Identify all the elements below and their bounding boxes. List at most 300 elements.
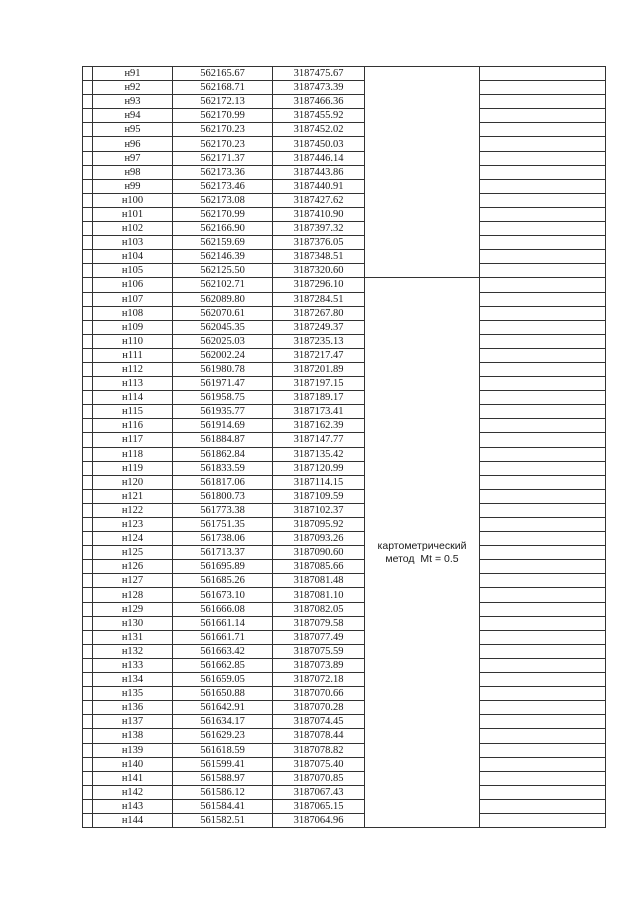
y-coordinate-cell: 3187473.39 [273, 81, 365, 95]
y-coordinate-cell: 3187082.05 [273, 602, 365, 616]
point-name-cell: н108 [93, 306, 173, 320]
row-margin-cell [83, 433, 93, 447]
table-row [83, 743, 606, 757]
point-name-cell: н114 [93, 391, 173, 405]
spacer-cell [480, 306, 606, 320]
method-cell-upper [365, 67, 480, 278]
table-row [83, 250, 606, 264]
x-coordinate-cell: 562125.50 [173, 264, 273, 278]
x-coordinate-cell: 562089.80 [173, 292, 273, 306]
y-coordinate-cell: 3187427.62 [273, 193, 365, 207]
table-row [83, 673, 606, 687]
table-row [83, 391, 606, 405]
spacer-cell [480, 489, 606, 503]
y-coordinate-cell: 3187147.77 [273, 433, 365, 447]
spacer-cell [480, 658, 606, 672]
table-row [83, 785, 606, 799]
spacer-cell [480, 236, 606, 250]
coordinates-table [82, 66, 606, 828]
point-name-cell: н122 [93, 503, 173, 517]
row-margin-cell [83, 207, 93, 221]
point-name-cell: н113 [93, 377, 173, 391]
spacer-cell [480, 95, 606, 109]
spacer-cell [480, 644, 606, 658]
point-name-cell: н106 [93, 278, 173, 292]
spacer-cell [480, 278, 606, 292]
x-coordinate-cell: 561659.05 [173, 673, 273, 687]
row-margin-cell [83, 320, 93, 334]
spacer-cell [480, 222, 606, 236]
x-coordinate-cell: 562170.23 [173, 123, 273, 137]
table-row [83, 715, 606, 729]
method-label-line2: метод Mt = 0.5 [385, 552, 459, 565]
row-margin-cell [83, 588, 93, 602]
row-margin-cell [83, 771, 93, 785]
spacer-cell [480, 419, 606, 433]
x-coordinate-cell: 561935.77 [173, 405, 273, 419]
spacer-cell [480, 109, 606, 123]
y-coordinate-cell: 3187320.60 [273, 264, 365, 278]
row-margin-cell [83, 602, 93, 616]
table-row [83, 109, 606, 123]
point-name-cell: н127 [93, 574, 173, 588]
table-row [83, 701, 606, 715]
y-coordinate-cell: 3187109.59 [273, 489, 365, 503]
row-margin-cell [83, 81, 93, 95]
spacer-cell [480, 771, 606, 785]
spacer-cell [480, 264, 606, 278]
point-name-cell: н126 [93, 560, 173, 574]
row-margin-cell [83, 292, 93, 306]
row-margin-cell [83, 362, 93, 376]
x-coordinate-cell: 561629.23 [173, 729, 273, 743]
row-margin-cell [83, 222, 93, 236]
x-coordinate-cell: 562002.24 [173, 348, 273, 362]
y-coordinate-cell: 3187085.66 [273, 560, 365, 574]
point-name-cell: н139 [93, 743, 173, 757]
x-coordinate-cell: 562070.61 [173, 306, 273, 320]
x-coordinate-cell: 561584.41 [173, 799, 273, 813]
spacer-cell [480, 320, 606, 334]
row-margin-cell [83, 278, 93, 292]
y-coordinate-cell: 3187073.89 [273, 658, 365, 672]
x-coordinate-cell: 562173.36 [173, 165, 273, 179]
x-coordinate-cell: 562102.71 [173, 278, 273, 292]
point-name-cell: н110 [93, 334, 173, 348]
x-coordinate-cell: 561588.97 [173, 771, 273, 785]
x-coordinate-cell: 561634.17 [173, 715, 273, 729]
table-row [83, 602, 606, 616]
point-name-cell: н141 [93, 771, 173, 785]
row-margin-cell [83, 447, 93, 461]
x-coordinate-cell: 561751.35 [173, 518, 273, 532]
x-coordinate-cell: 561695.89 [173, 560, 273, 574]
point-name-cell: н124 [93, 532, 173, 546]
y-coordinate-cell: 3187348.51 [273, 250, 365, 264]
table-row [83, 306, 606, 320]
row-margin-cell [83, 236, 93, 250]
y-coordinate-cell: 3187376.05 [273, 236, 365, 250]
coordinates-table-body [83, 67, 606, 828]
x-coordinate-cell: 562170.99 [173, 207, 273, 221]
x-coordinate-cell: 561642.91 [173, 701, 273, 715]
point-name-cell: н102 [93, 222, 173, 236]
table-row [83, 264, 606, 278]
y-coordinate-cell: 3187162.39 [273, 419, 365, 433]
table-row [83, 489, 606, 503]
table-row [83, 433, 606, 447]
row-margin-cell [83, 616, 93, 630]
x-coordinate-cell: 562171.37 [173, 151, 273, 165]
method-cell [365, 278, 480, 828]
point-name-cell: н142 [93, 785, 173, 799]
row-margin-cell [83, 518, 93, 532]
spacer-cell [480, 715, 606, 729]
point-name-cell: н117 [93, 433, 173, 447]
row-margin-cell [83, 377, 93, 391]
x-coordinate-cell: 562045.35 [173, 320, 273, 334]
row-margin-cell [83, 419, 93, 433]
table-row [83, 771, 606, 785]
x-coordinate-cell: 561662.85 [173, 658, 273, 672]
table-row [83, 222, 606, 236]
x-coordinate-cell: 562173.46 [173, 179, 273, 193]
point-name-cell: н91 [93, 67, 173, 81]
row-margin-cell [83, 109, 93, 123]
spacer-cell [480, 503, 606, 517]
y-coordinate-cell: 3187267.80 [273, 306, 365, 320]
table-row [83, 588, 606, 602]
point-name-cell: н131 [93, 630, 173, 644]
row-margin-cell [83, 306, 93, 320]
spacer-cell [480, 391, 606, 405]
point-name-cell: н97 [93, 151, 173, 165]
table-row [83, 236, 606, 250]
table-row [83, 503, 606, 517]
y-coordinate-cell: 3187197.15 [273, 377, 365, 391]
point-name-cell: н94 [93, 109, 173, 123]
table-row [83, 405, 606, 419]
y-coordinate-cell: 3187081.48 [273, 574, 365, 588]
spacer-cell [480, 518, 606, 532]
y-coordinate-cell: 3187410.90 [273, 207, 365, 221]
row-margin-cell [83, 193, 93, 207]
point-name-cell: н119 [93, 461, 173, 475]
y-coordinate-cell: 3187072.18 [273, 673, 365, 687]
row-margin-cell [83, 574, 93, 588]
row-margin-cell [83, 151, 93, 165]
y-coordinate-cell: 3187075.40 [273, 757, 365, 771]
row-margin-cell [83, 461, 93, 475]
row-margin-cell [83, 264, 93, 278]
x-coordinate-cell: 561666.08 [173, 602, 273, 616]
point-name-cell: н111 [93, 348, 173, 362]
y-coordinate-cell: 3187450.03 [273, 137, 365, 151]
point-name-cell: н134 [93, 673, 173, 687]
row-margin-cell [83, 799, 93, 813]
row-margin-cell [83, 475, 93, 489]
point-name-cell: н123 [93, 518, 173, 532]
y-coordinate-cell: 3187446.14 [273, 151, 365, 165]
spacer-cell [480, 630, 606, 644]
x-coordinate-cell: 561673.10 [173, 588, 273, 602]
table-row [83, 348, 606, 362]
spacer-cell [480, 179, 606, 193]
x-coordinate-cell: 561958.75 [173, 391, 273, 405]
row-margin-cell [83, 546, 93, 560]
point-name-cell: н100 [93, 193, 173, 207]
row-margin-cell [83, 644, 93, 658]
y-coordinate-cell: 3187443.86 [273, 165, 365, 179]
y-coordinate-cell: 3187079.58 [273, 616, 365, 630]
spacer-cell [480, 616, 606, 630]
table-row [83, 362, 606, 376]
spacer-cell [480, 687, 606, 701]
point-name-cell: н115 [93, 405, 173, 419]
table-row [83, 757, 606, 771]
y-coordinate-cell: 3187078.82 [273, 743, 365, 757]
spacer-cell [480, 123, 606, 137]
x-coordinate-cell: 562172.13 [173, 95, 273, 109]
table-row [83, 377, 606, 391]
x-coordinate-cell: 561884.87 [173, 433, 273, 447]
row-margin-cell [83, 532, 93, 546]
x-coordinate-cell: 561800.73 [173, 489, 273, 503]
x-coordinate-cell: 561971.47 [173, 377, 273, 391]
table-row [83, 616, 606, 630]
point-name-cell: н136 [93, 701, 173, 715]
row-margin-cell [83, 785, 93, 799]
y-coordinate-cell: 3187466.36 [273, 95, 365, 109]
row-margin-cell [83, 715, 93, 729]
row-margin-cell [83, 630, 93, 644]
x-coordinate-cell: 561618.59 [173, 743, 273, 757]
table-row [83, 334, 606, 348]
spacer-cell [480, 433, 606, 447]
x-coordinate-cell: 562166.90 [173, 222, 273, 236]
y-coordinate-cell: 3187284.51 [273, 292, 365, 306]
spacer-cell [480, 165, 606, 179]
table-row [83, 518, 606, 532]
spacer-cell [480, 405, 606, 419]
spacer-cell [480, 461, 606, 475]
point-name-cell: н133 [93, 658, 173, 672]
spacer-cell [480, 334, 606, 348]
point-name-cell: н116 [93, 419, 173, 433]
row-margin-cell [83, 179, 93, 193]
y-coordinate-cell: 3187064.96 [273, 813, 365, 827]
method-label-line1: картометрический [377, 539, 467, 552]
x-coordinate-cell: 562165.67 [173, 67, 273, 81]
table-row [83, 419, 606, 433]
table-row [83, 475, 606, 489]
row-margin-cell [83, 137, 93, 151]
point-name-cell: н143 [93, 799, 173, 813]
y-coordinate-cell: 3187075.59 [273, 644, 365, 658]
point-name-cell: н144 [93, 813, 173, 827]
table-row [83, 137, 606, 151]
y-coordinate-cell: 3187455.92 [273, 109, 365, 123]
y-coordinate-cell: 3187135.42 [273, 447, 365, 461]
table-row [83, 799, 606, 813]
point-name-cell: н130 [93, 616, 173, 630]
row-margin-cell [83, 348, 93, 362]
point-name-cell: н132 [93, 644, 173, 658]
point-name-cell: н120 [93, 475, 173, 489]
point-name-cell: н112 [93, 362, 173, 376]
point-name-cell: н107 [93, 292, 173, 306]
spacer-cell [480, 447, 606, 461]
row-margin-cell [83, 743, 93, 757]
y-coordinate-cell: 3187235.13 [273, 334, 365, 348]
point-name-cell: н140 [93, 757, 173, 771]
spacer-cell [480, 701, 606, 715]
spacer-cell [480, 813, 606, 827]
row-margin-cell [83, 729, 93, 743]
spacer-cell [480, 785, 606, 799]
table-row [83, 95, 606, 109]
row-margin-cell [83, 123, 93, 137]
spacer-cell [480, 292, 606, 306]
x-coordinate-cell: 562170.23 [173, 137, 273, 151]
point-name-cell: н129 [93, 602, 173, 616]
table-row [83, 461, 606, 475]
table-row [83, 532, 606, 546]
row-margin-cell [83, 813, 93, 827]
spacer-cell [480, 799, 606, 813]
spacer-cell [480, 362, 606, 376]
y-coordinate-cell: 3187070.28 [273, 701, 365, 715]
y-coordinate-cell: 3187120.99 [273, 461, 365, 475]
y-coordinate-cell: 3187249.37 [273, 320, 365, 334]
spacer-cell [480, 729, 606, 743]
spacer-cell [480, 560, 606, 574]
point-name-cell: н93 [93, 95, 173, 109]
table-row [83, 813, 606, 827]
y-coordinate-cell: 3187173.41 [273, 405, 365, 419]
point-name-cell: н109 [93, 320, 173, 334]
table-row [83, 644, 606, 658]
table-row [83, 320, 606, 334]
y-coordinate-cell: 3187081.10 [273, 588, 365, 602]
x-coordinate-cell: 562168.71 [173, 81, 273, 95]
table-row [83, 658, 606, 672]
y-coordinate-cell: 3187296.10 [273, 278, 365, 292]
y-coordinate-cell: 3187070.85 [273, 771, 365, 785]
x-coordinate-cell: 561713.37 [173, 546, 273, 560]
table-row [83, 687, 606, 701]
spacer-cell [480, 137, 606, 151]
y-coordinate-cell: 3187065.15 [273, 799, 365, 813]
x-coordinate-cell: 561582.51 [173, 813, 273, 827]
point-name-cell: н118 [93, 447, 173, 461]
point-name-cell: н92 [93, 81, 173, 95]
x-coordinate-cell: 561661.14 [173, 616, 273, 630]
y-coordinate-cell: 3187067.43 [273, 785, 365, 799]
y-coordinate-cell: 3187189.17 [273, 391, 365, 405]
point-name-cell: н125 [93, 546, 173, 560]
spacer-cell [480, 250, 606, 264]
x-coordinate-cell: 561738.06 [173, 532, 273, 546]
spacer-cell [480, 193, 606, 207]
row-margin-cell [83, 673, 93, 687]
y-coordinate-cell: 3187090.60 [273, 546, 365, 560]
y-coordinate-cell: 3187475.67 [273, 67, 365, 81]
table-row [83, 207, 606, 221]
x-coordinate-cell: 561980.78 [173, 362, 273, 376]
x-coordinate-cell: 561661.71 [173, 630, 273, 644]
y-coordinate-cell: 3187102.37 [273, 503, 365, 517]
x-coordinate-cell: 562159.69 [173, 236, 273, 250]
spacer-cell [480, 207, 606, 221]
point-name-cell: н95 [93, 123, 173, 137]
row-margin-cell [83, 165, 93, 179]
row-margin-cell [83, 701, 93, 715]
spacer-cell [480, 574, 606, 588]
point-name-cell: н135 [93, 687, 173, 701]
x-coordinate-cell: 561586.12 [173, 785, 273, 799]
spacer-cell [480, 81, 606, 95]
table-row [83, 151, 606, 165]
row-margin-cell [83, 658, 93, 672]
point-name-cell: н99 [93, 179, 173, 193]
table-row [83, 179, 606, 193]
y-coordinate-cell: 3187093.26 [273, 532, 365, 546]
table-row [83, 574, 606, 588]
spacer-cell [480, 602, 606, 616]
point-name-cell: н98 [93, 165, 173, 179]
y-coordinate-cell: 3187452.02 [273, 123, 365, 137]
point-name-cell: н121 [93, 489, 173, 503]
spacer-cell [480, 546, 606, 560]
point-name-cell: н96 [93, 137, 173, 151]
spacer-cell [480, 377, 606, 391]
table-row [83, 81, 606, 95]
x-coordinate-cell: 561685.26 [173, 574, 273, 588]
table-row [83, 67, 606, 81]
row-margin-cell [83, 560, 93, 574]
x-coordinate-cell: 562025.03 [173, 334, 273, 348]
y-coordinate-cell: 3187440.91 [273, 179, 365, 193]
row-margin-cell [83, 334, 93, 348]
spacer-cell [480, 151, 606, 165]
x-coordinate-cell: 562146.39 [173, 250, 273, 264]
point-name-cell: н101 [93, 207, 173, 221]
point-name-cell: н105 [93, 264, 173, 278]
table-row [83, 123, 606, 137]
spacer-cell [480, 673, 606, 687]
table-row [83, 729, 606, 743]
spacer-cell [480, 348, 606, 362]
spacer-cell [480, 588, 606, 602]
x-coordinate-cell: 561833.59 [173, 461, 273, 475]
y-coordinate-cell: 3187217.47 [273, 348, 365, 362]
x-coordinate-cell: 561599.41 [173, 757, 273, 771]
table-row [83, 165, 606, 179]
y-coordinate-cell: 3187077.49 [273, 630, 365, 644]
row-margin-cell [83, 503, 93, 517]
y-coordinate-cell: 3187070.66 [273, 687, 365, 701]
point-name-cell: н138 [93, 729, 173, 743]
spacer-cell [480, 67, 606, 81]
table-row [83, 546, 606, 560]
table-row [83, 447, 606, 461]
y-coordinate-cell: 3187114.15 [273, 475, 365, 489]
spacer-cell [480, 475, 606, 489]
y-coordinate-cell: 3187078.44 [273, 729, 365, 743]
row-margin-cell [83, 687, 93, 701]
row-margin-cell [83, 67, 93, 81]
